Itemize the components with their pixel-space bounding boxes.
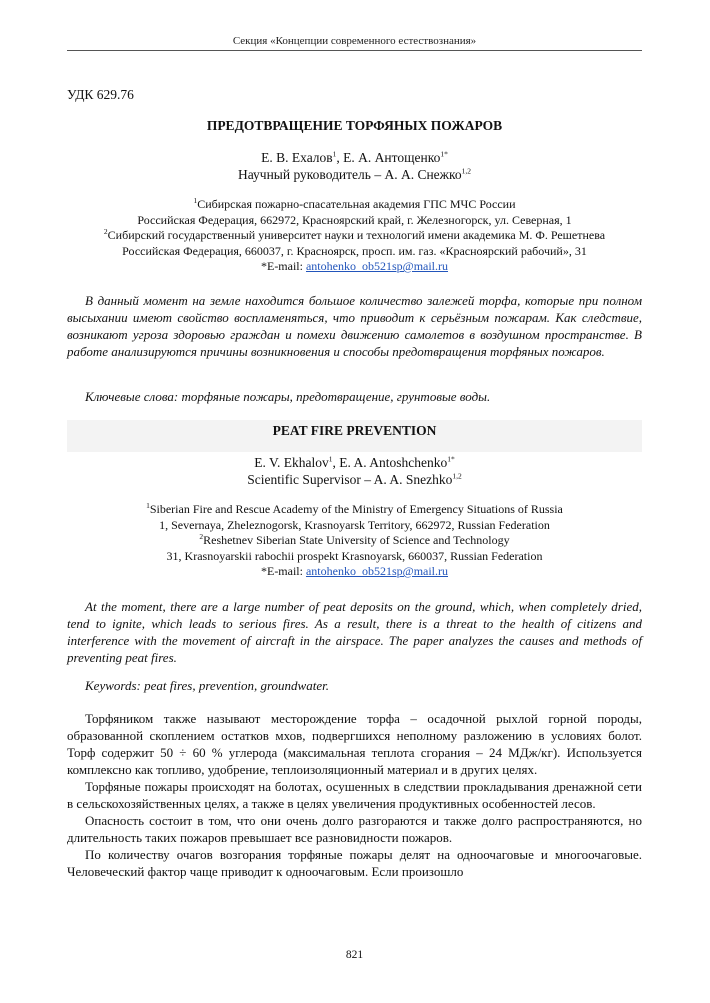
affiliation-name: Reshetnev Siberian State University of Science and Technology [203, 533, 510, 547]
supervisor: Научный руководитель – А. А. Снежко [237, 167, 462, 182]
udc-code: УДК 629.76 [67, 87, 134, 102]
email-link[interactable]: antohenko_ob521sp@mail.ru [305, 564, 449, 578]
keywords-english: Keywords: peat fires, prevention, groundwater. [85, 678, 329, 693]
abstract-russian: В данный момент на земле находится большое количество залежей торфа, которые при полном высыхании имеют свойство воспламеняться, что приводит к серьёзным пожарам. Как следствие, возникают угроза здоровью граждан и помехи движению самолетов в воздушном пространстве. В работе анализируются причины возникновения и способы предотвращения торфяных пожаров. [67, 293, 642, 359]
body-paragraph: Торфяником также называют месторождение торфа – осадочной рыхлой горной породы, образованной скоплением остатков мхов, подвергшихся неполному разложению в условиях болот. Торф содержит 50 ÷ 60 % углерода (максимальная теплота сгорания – 24 МДж/кг). Используется комплексно как топливо, удобрение, теплоизоляционный материал и в других целях. [67, 711, 642, 777]
affiliation-name: Siberian Fire and Rescue Academy of the Ministry of Emergency Situations of Russia [149, 502, 563, 516]
affiliation-address: 1, Severnaya, Zheleznogorsk, Krasnoyarsk Territory, 662972, Russian Federation [159, 517, 550, 532]
affiliation-address: Российская Федерация, 660037, г. Красноярск, просп. им. газ. «Красноярский рабочий», 31 [122, 243, 587, 258]
author-name: E. V. Ekhalov [254, 455, 329, 470]
affiliation-address: 31, Krasnoyarskii rabochii prospekt Krasnoyarsk, 660037, Russian Federation [166, 548, 543, 563]
authors-russian: Е. В. Ехалов$^1$, Е. А. Антощенко$^{1*}$ Научный руководитель – А. А. Снежко$^{1,2}$ [237, 149, 471, 182]
title-english: PEAT FIRE PREVENTION [272, 423, 437, 438]
affiliation-address: Российская Федерация, 662972, Красноярский край, г. Железногорск, ул. Северная, 1 [137, 212, 572, 227]
body-paragraph: По количеству очагов возгорания торфяные пожары делят на одноочаговые и многоочаговые. Человеческий фактор чаще приводит к одноочаговым. Если произошло [67, 847, 642, 879]
affiliation-name: Сибирская пожарно-спасательная академия ГПС МЧС России [197, 197, 516, 211]
supervisor: Scientific Supervisor – A. A. Snezhko [247, 472, 453, 487]
title-russian: ПРЕДОТВРАЩЕНИЕ ТОРФЯНЫХ ПОЖАРОВ [206, 118, 503, 133]
affiliations-russian: $^1$Сибирская пожарно-спасательная академия ГПС МЧС России Российская Федерация, 662972, Красноярский край, г. Железногорск, ул. Северная, 1 $^2$Сибирский государственный университет науки и технологий имени академика М. Ф. Решетнева Российская Федерация, 660037, г. Красноярск, просп. им. газ. «Красноярский рабочий», 31 *E-mail: antohenko_ob521sp@mail.ru [67, 197, 642, 275]
email-link[interactable]: antohenko_ob521sp@mail.ru [305, 259, 449, 273]
author-name: Е. В. Ехалов [261, 150, 333, 165]
authors-english: E. V. Ekhalov$^1$, E. A. Antoshchenko$^{1*}$ Scientific Supervisor – A. A. Snezhko$^{1,2}$ [247, 454, 462, 487]
body-text [67, 710, 642, 880]
keywords-russian: Ключевые слова: торфяные пожары, предотвращение, грунтовые воды. [85, 389, 491, 404]
affiliation-name: Сибирский государственный университет науки и технологий имени академика М. Ф. Решетнева [107, 228, 606, 242]
page-number: 821 [345, 949, 364, 961]
email-label: *E-mail: [260, 564, 306, 578]
email-label: *E-mail: [260, 259, 306, 273]
affiliations-english: $^1$Siberian Fire and Rescue Academy of the Ministry of Emergency Situations of Russia 1, Severnaya, Zheleznogorsk, Krasnoyarsk Territory, 662972, Russian Federation $^2$Reshetnev Siberian State University of Science and Technology 31, Krasnoyarskii rabochii prospekt Krasnoyarsk, 660037, Russian Federation *E-mail: antohenko_ob521sp@mail.ru [67, 502, 642, 580]
body-paragraph: Торфяные пожары происходят на болотах, осушенных в следствии прокладывания дренажной сети в сельскохозяйственных целях, а также в целях увеличения продуктивных особенностей лесов. [67, 779, 642, 811]
header-rule [67, 50, 642, 51]
author-name: Е. А. Антощенко [343, 150, 441, 165]
author-name: E. A. Antoshchenko [339, 455, 448, 470]
abstract-english: At the moment, there are a large number of peat deposits on the ground, which, when completely dried, tend to ignite, which leads to serious fires. As a result, there is a threat to the health of citizens and interference with the movement of aircraft in the airspace. The paper analyzes the causes and methods of preventing peat fires. [67, 599, 642, 665]
body-paragraph: Опасность состоит в том, что они очень долго разгораются и также долго распространяются, но длительность таких пожаров превышает все разновидности пожаров. [67, 813, 642, 845]
running-head: Секция «Концепции современного естествознания» [232, 35, 477, 47]
